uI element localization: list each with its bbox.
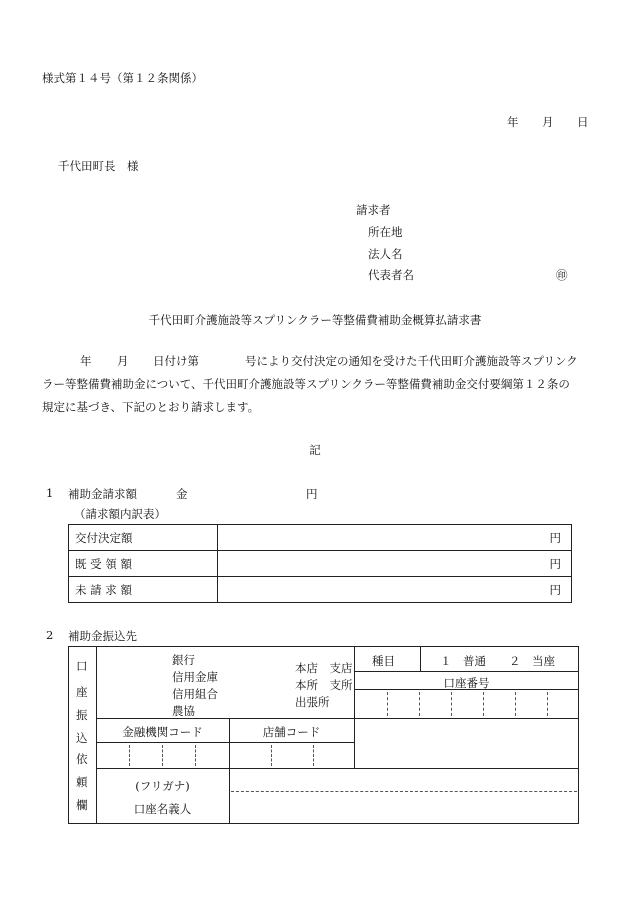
bank-type: 農協 [172, 704, 195, 718]
requester-representative-label: 代表者名 [368, 268, 414, 282]
table-row [69, 525, 572, 551]
account-number-label: 口座番号 [443, 676, 490, 690]
body-year: 年 [80, 354, 92, 368]
digit-divider [313, 745, 314, 766]
ki-heading: 記 [309, 443, 321, 457]
body-line2: ラー等整備費補助金について、千代田町介護施設等スプリンクラー等整備費補助金交付要綱第１２条の [42, 377, 570, 391]
divider [96, 742, 354, 743]
date-month-label: 月 [542, 115, 554, 129]
digit-divider [162, 745, 163, 766]
side-label-char: 座 [76, 685, 88, 699]
digit-divider [129, 745, 130, 766]
bank-type: 信用金庫 [172, 670, 218, 684]
divider [354, 671, 579, 672]
institution-code-label: 金融機関コード [122, 725, 203, 739]
furigana-divider [231, 791, 577, 792]
side-label-char: 込 [76, 731, 88, 745]
row-label: 未 請 求 額 [69, 577, 218, 603]
section1-yen: 円 [306, 487, 318, 501]
divider [96, 768, 579, 769]
table-row [69, 577, 572, 603]
account-holder-label: 口座名義人 [133, 802, 192, 816]
body-line1-rest: 号により交付決定の通知を受けた千代田町介護施設等スプリンク [245, 354, 578, 368]
side-label-char: 口 [76, 659, 88, 673]
breakdown-label: （請求額内訳表） [74, 507, 166, 521]
digit-divider [547, 692, 548, 716]
branch-type: 本店 支店 [295, 661, 353, 675]
divider [420, 646, 421, 671]
row-unit[interactable]: 円 [218, 577, 572, 603]
requester-address-label: 所在地 [368, 225, 403, 239]
side-label-char: 振 [76, 708, 88, 722]
branch-type: 出張所 [295, 695, 330, 709]
digit-divider [195, 745, 196, 766]
date-day-label: 日 [577, 115, 589, 129]
seal-mark-icon: ㊞ [556, 268, 568, 282]
body-date-ref: 日付け第 [153, 354, 199, 368]
requester-label: 請求者 [356, 203, 391, 217]
digit-divider [271, 745, 272, 766]
requester-corp-name-label: 法人名 [368, 247, 403, 261]
document-title: 千代田町介護施設等スプリンクラー等整備費補助金概算払請求書 [148, 313, 482, 327]
body-month: 月 [117, 354, 129, 368]
side-label-char: 頼 [76, 775, 88, 789]
body-line3: 規定に基づき、下記のとおり請求します。 [42, 400, 260, 414]
row-label: 交付決定額 [69, 525, 218, 551]
digit-divider [451, 692, 452, 716]
section1-kin: 金 [176, 487, 188, 501]
side-label-char: 依 [76, 752, 88, 766]
form-number: 様式第１４号（第１２条関係） [42, 71, 203, 85]
section1-number: 1 [46, 486, 54, 500]
furigana-label: (フリガナ) [135, 779, 190, 793]
digit-divider [483, 692, 484, 716]
branch-code-label: 店舗コード [262, 725, 321, 739]
kind-options[interactable]: １ 普通 ２ 当座 [440, 654, 555, 668]
divider [354, 718, 579, 719]
digit-divider [419, 692, 420, 716]
section2-number: 2 [46, 628, 54, 642]
branch-type: 本所 支所 [295, 678, 353, 692]
digit-divider [515, 692, 516, 716]
row-label: 既 受 領 額 [69, 551, 218, 577]
date-year-label: 年 [507, 115, 519, 129]
divider [354, 646, 355, 768]
section1-label: 補助金請求額 [68, 487, 137, 501]
section2-label: 補助金振込先 [68, 629, 137, 643]
row-unit[interactable]: 円 [218, 525, 572, 551]
divider [96, 718, 354, 719]
table-row [69, 551, 572, 577]
bank-type: 信用組合 [172, 687, 218, 701]
addressee: 千代田町長 様 [58, 159, 139, 173]
kind-label: 種目 [372, 654, 395, 668]
bank-type: 銀行 [172, 653, 195, 667]
row-unit[interactable]: 円 [218, 551, 572, 577]
breakdown-table [68, 524, 572, 603]
side-label-char: 欄 [76, 798, 88, 812]
digit-divider [387, 692, 388, 716]
